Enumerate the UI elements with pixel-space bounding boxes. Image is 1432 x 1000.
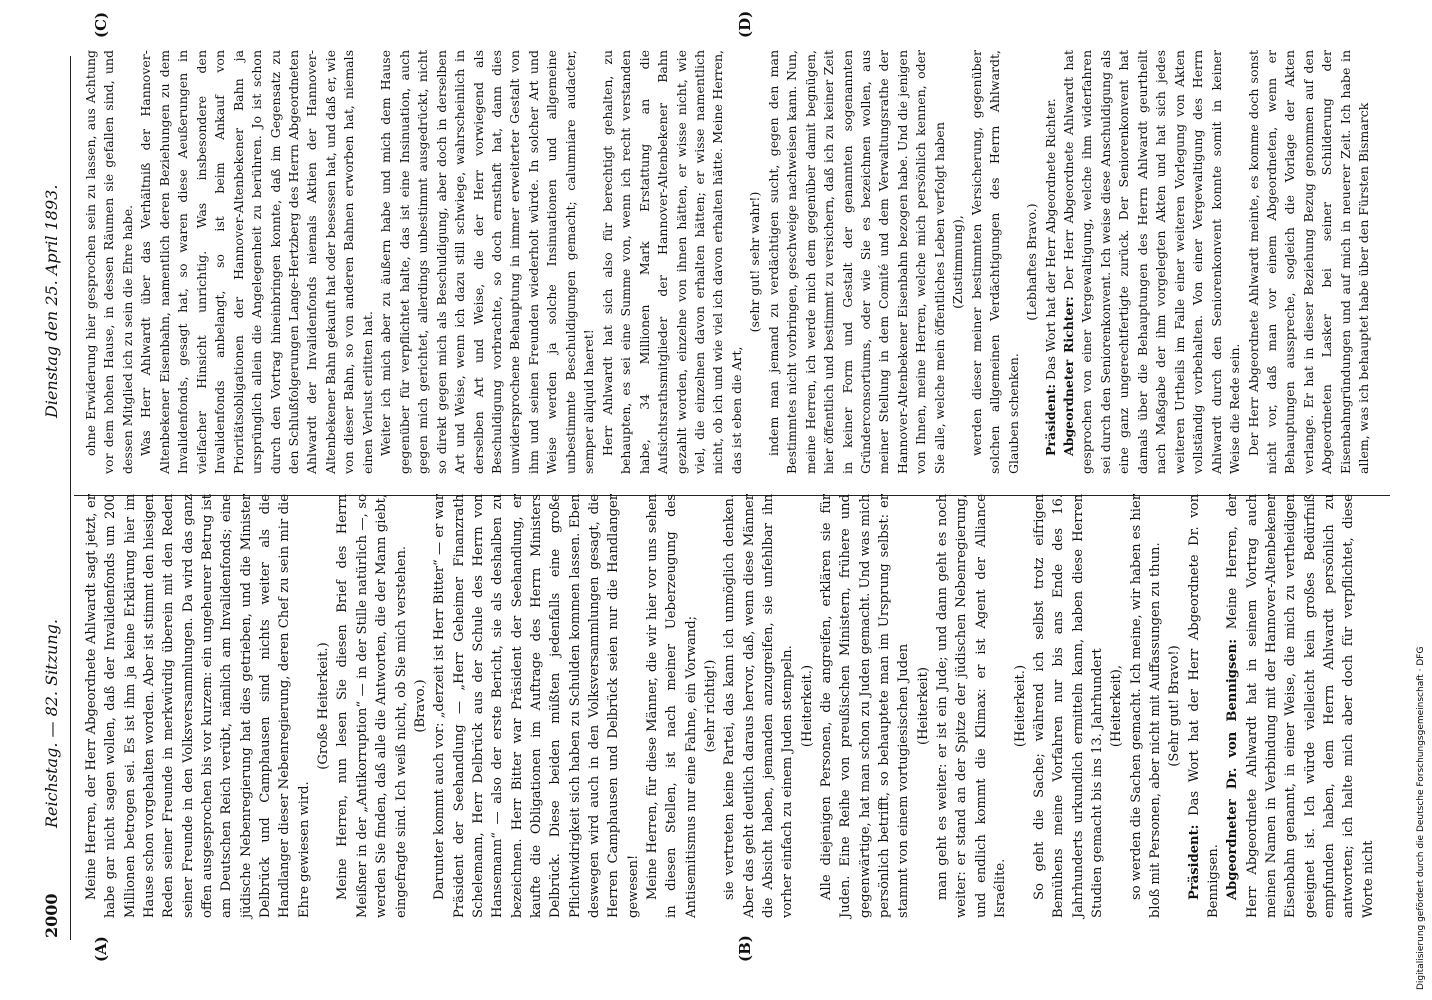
paragraph: Der Herr Abgeordnete Ahlwardt meinte, es komme doch sonst nicht vor, daß man vor einem Abgeordneten, wenn er Behauptungen ausspreche, sogleich die Vorlage der Akten verlange. Er hat in dieser Beziehung Bezug genommen auf den Abgeordneten Lasker bei seiner Schilderung der Eisenbahngründungen und auf mich in neuerer Zeit. Ich habe in allem, was ich behauptet habe über den Fürsten Bismarck: [1245, 50, 1372, 474]
paragraph: so werden die Sachen gemacht. Ich meine, wir haben es hier bloß mit Personen, aber nicht mit Auffassungen zu thun.: [1128, 494, 1163, 918]
speaker-label: Präsident:: [1186, 824, 1202, 900]
speaker-label: Abgeordneter Dr. von Bennigsen:: [1225, 638, 1241, 900]
interjection: (Zustimmung),: [950, 215, 966, 309]
margin-mark-c: (C): [92, 11, 110, 38]
interjection: (Heiterkeit),: [1109, 664, 1125, 748]
page-number: 2000: [42, 893, 61, 938]
paragraph: Darunter kommt auch vor: „derzeit ist Herr Bitter“ — er war Präsident der Seehandlung — „Herr Geheimer Finanzrath Schelemann, Herr Delbrück aus der Schule des Herrn von Hansemann“ — also der erste Bericht, sie als deshalben zu bezeichnen. Herr Bitter war Präsident der Seehandlung, er kaufte die Obligationen im Auftrage des Herrn Ministers Delbrück. Diese beiden müßten jedenfalls eine große Pflichtwidrigkeit sich haben zu Schulden kommen lassen. Eben deswegen wird auch in den Volksversammlungen gesagt, die Herren Camphausen und Delbrück seien nur die Handlanger gewesen!: [432, 494, 641, 918]
interjection: (Große Heiterkeit.): [316, 642, 332, 770]
paragraph: So geht die Sache; während ich selbst trotz eifrigen Bemühens meine Vorfahren nur bis ans Ende des 16. Jahrhunderts urkundlich ermitteln kann, haben diese Herren Studien gemacht bis ins 13. Jahrhundert: [1031, 494, 1105, 918]
page-header: [42, 58, 68, 938]
paragraph: Meine Herren, für diese Männer, die wir hier vor uns sehen in diesen Stellen, ist nach meiner Ueberzeugung des Antisemitismus nur eine Fahne, ein Vorwand;: [644, 494, 699, 918]
paragraph: sie vertreten keine Partei, das kann ich unmöglich denken. Aber das geht deutlich daraus hervor, daß, wenn diese Männer die Absicht haben, jemanden anzugreifen, sie unfehlbar ihn vorher einfach zu einem Juden stempeln.: [722, 494, 796, 918]
margin-mark-d: (D): [736, 10, 754, 38]
speaker-label: Abgeordneter Richter:: [1061, 296, 1077, 456]
speech-text: Der Herr Abgeordnete Ahlwardt hat gesprochen von einer Vergewaltigung, welche ihm widerfahren sei durch den Seniorenkonvent. Ich weise diese Anschuldigung als eine ganz ungerechtfertigte zurück. Der Seniorenkonvent hat damals über die Behauptungen des Herrn Ahlwardt geurtheilt nach Maßgabe der ihm vorgelegten Akten und hat sich jedes weiteren Urtheils im Falle einer weiteren Vorlegung von Akten vollständig vorbehalten. Von einer Vergewaltigung des Herrn Ahlwardt durch den Seniorenkonvent konnte somit in keiner Weise die Rede sein.: [1061, 50, 1243, 474]
paragraph: Meine Herren, nun lesen Sie diesen Brief des Herrn Meißner in der „Antikorruption“ — in der Stille natürlich —, so werden Sie finden, daß alle die Antworten, die der Mann giebt, eingefragte sind. Ich weiß nicht, ob Sie mich verstehen.: [335, 494, 409, 918]
speech-text: Das Wort hat der Herr Abgeordnete Dr. von Bennigsen.: [1186, 494, 1221, 918]
paragraph: Meine Herren, der Herr Abgeordnete Ahlwardt sagt jetzt, er habe gar nicht sagen wollen, daß der Invalidenfonds um 200 Millionen betrogen sei. Es ist ihm ja keine Erklärung hier im Hause schon vorgehalten worden. Aber ist stimmt den hiesigen Reden seiner Freunde in merkwürdig überein mit den Reden seiner Freunde in den Volksversammlungen. Da wird das ganz offen ausgesprochen bis vor kurzem: ein ungeheurer Betrug ist am Deutschen Reich verübt, nämlich am Invalidenfonds; eine jüdische Nebenregierung hat dies getrieben, und die Minister Delbrück und Camphausen sind nichts weiter als die Handlanger dieser Nebenregierung, deren Chef zu sein mir die Ehre gewiesen wird.: [84, 494, 312, 918]
paragraph: Was Herr Ahlwardt über das Verhältniß der Hannover-Altenbekener Eisenbahn, namentlich deren Beziehungen zu dem Invalidenfonds, gesagt hat, so waren diese Aeußerungen in vielfacher Hinsicht unrichtig. Was insbesondere den Invalidenfonds anbelangt, so ist beim Ankauf von Prioritätsobligationen der Hannover-Altenbekener Bahn ja ursprünglich allein die Angelegenheit zu berühren. Jo ist schon durch den Vortrag hineinbringen konnte, daß im Gegensatz zu den Schlußfolgerungen Lange-Hertzberg des Herrn Abgeordneten Ahlwardt der Invalidenfonds niemals Aktien der Hannover-Altenbekener Bahn gekauft hat oder besessen hat, und daß er, wie von dieser Bahn, so von anderen Bahnen erworben hat, niemals einen Verlust erlitten hat.: [138, 50, 375, 474]
paragraph: Weiter ich mich aber zu äußern habe und mich dem Hause gegenüber für verpflichtet halte, das ist eine Insinuation, auch gegen mich gerichtet, allerdings unbestimmt ausgedrückt, nicht so direkt gegen mich als Beschuldigung, aber doch in derselben Art und Weise, wenn ich dazu still schwiege, wahrscheinlich in derselben Art und Weise, die der Herr vorwiegend als Beschuldigung vorbrachte, so doch ernsthaft hat, dann dies unwidersprochene Behauptung in immer erweiterter Gestalt von ihm und seinen Freunden wiederholt würde. In solcher Art und Weise werden ja solche Insinuationen und allgemeine unbestimmte Beschuldigungen gemacht; calumniare audacter, semper aliquid haeret!: [378, 50, 597, 474]
paragraph: werden dieser meiner bestimmten Versicherung, gegenüber solchen allgemeinen Verdächtigungen des Herrn Ahlwardt, Glauben schenken.: [968, 50, 1021, 474]
session-date: Dienstag den 25. April 1893.: [42, 184, 61, 418]
interjection: (Lebhaftes Bravo.): [1024, 203, 1040, 321]
interjection: (Heiterkeit.): [799, 664, 815, 748]
paragraph: ohne Erwiderung hier gesprochen sein zu lassen, aus Achtung vor dem hohen Hause, in dessen Räumen sie gefallen sind, und dessen Mitglied ich zu sein die Ehre habe.: [83, 50, 135, 474]
interjection: (Heiterkeit.): [1012, 664, 1028, 748]
header-rule: [70, 56, 71, 940]
speech-text: Meine Herren, der Herr Abgeordnete Ahlwardt hat in seinem Vortrag auch meinen Namen in Verbindung mit der Hannover-Altenbekener Eisenbahn genannt, in einer Weise, die mich zu vertheidigen geeignet ist. Ich würde vielleicht kein großes Bedürfniß empfunden haben, dem Herrn Ahlwardt persönlich zu antworten; ich halte mich aber doch für verpflichtet, diese Worte nicht: [1225, 493, 1376, 918]
right-column: [82, 50, 1374, 474]
speaker-paragraph: [1185, 494, 1224, 918]
paragraph: indem man jemand zu verdächtigen sucht, gegen den man Bestimmtes nicht vorbringen, geschweige nachweisen kann. Nun, meine Herren, ich werde mich dem gegenüber damit begnügen, hier öffentlich und bestimmt zu versichern, daß ich zu keiner Zeit in keiner Form und Gestalt der genannten sogenannten Gründerconsortiums, oder wie Sie es bezeichnen wollen, aus meiner Stellung in dem Comité und dem Verwaltungsrathe der Hannover-Altenbekener Eisenbahn bezogen habe. Und die jenigen von Ihnen, meine Herren, welche mich persönlich kennen, oder Sie alle, welche mein öffentliches Leben verfolgt haben: [765, 50, 947, 474]
paragraph: Herr Ahlwardt hat sich also für berechtigt gehalten, zu behaupten, es sei eine Summe von, wenn ich recht verstanden habe, 34 Millionen Mark Erstattung an die Aufsichtsrathsmitglieder der Hannover-Altenbekener Bahn gezahlt worden, einzelne von ihnen hätten, er wisse nicht, wie viel, die einzelnen davon erhalten hätten; er wisse namentlich nicht, ob ich und wie viel ich davon erhalten hätte. Meine Herren, das ist eben die Art,: [599, 50, 744, 474]
margin-mark-b: (B): [736, 935, 754, 962]
margin-mark-a: (A): [92, 936, 110, 962]
speech-text: Das Wort hat der Herr Abgeordnete Richter.: [1042, 98, 1058, 384]
digitization-note: Digitalisierung gefördert durch die Deutsche Forschungsgemeinschaft · DFG: [1416, 646, 1426, 990]
paragraph: man geht es weiter: er ist ein Jude; und dann geht es noch weiter: er stand an der Spitze der jüdischen Nebenregierung, und endlich kommt die Klimax: er ist Agent der Alliance Israélite.: [935, 494, 1009, 918]
interjection: (sehr gut! sehr wahr!): [747, 191, 763, 333]
interjection: (sehr richtig!): [703, 659, 718, 753]
interjection: (Bravo.): [412, 679, 428, 733]
speaker-paragraph: [1223, 494, 1378, 918]
speaker-paragraph: [1060, 50, 1245, 474]
speaker-paragraph: [1042, 50, 1060, 474]
interjection: (Sehr gut! Bravo!): [1167, 645, 1183, 767]
paragraph: Alle diejenigen Personen, die angreifen, erklären sie für Juden. Eine Reihe von preußischen Ministern, frühere und gegenwärtige, hat man schon zu Juden gemacht. Und was mich persönlich betrifft, so behauptete man im Ursprung selbst: er stammt von einem vortugiesischen Juden: [819, 494, 912, 918]
left-column: [82, 494, 1378, 918]
session-title: Reichstag. — 82. Sitzung.: [42, 619, 61, 828]
speaker-label: Präsident:: [1042, 383, 1058, 456]
interjection: (Heiterkeit): [915, 667, 931, 745]
